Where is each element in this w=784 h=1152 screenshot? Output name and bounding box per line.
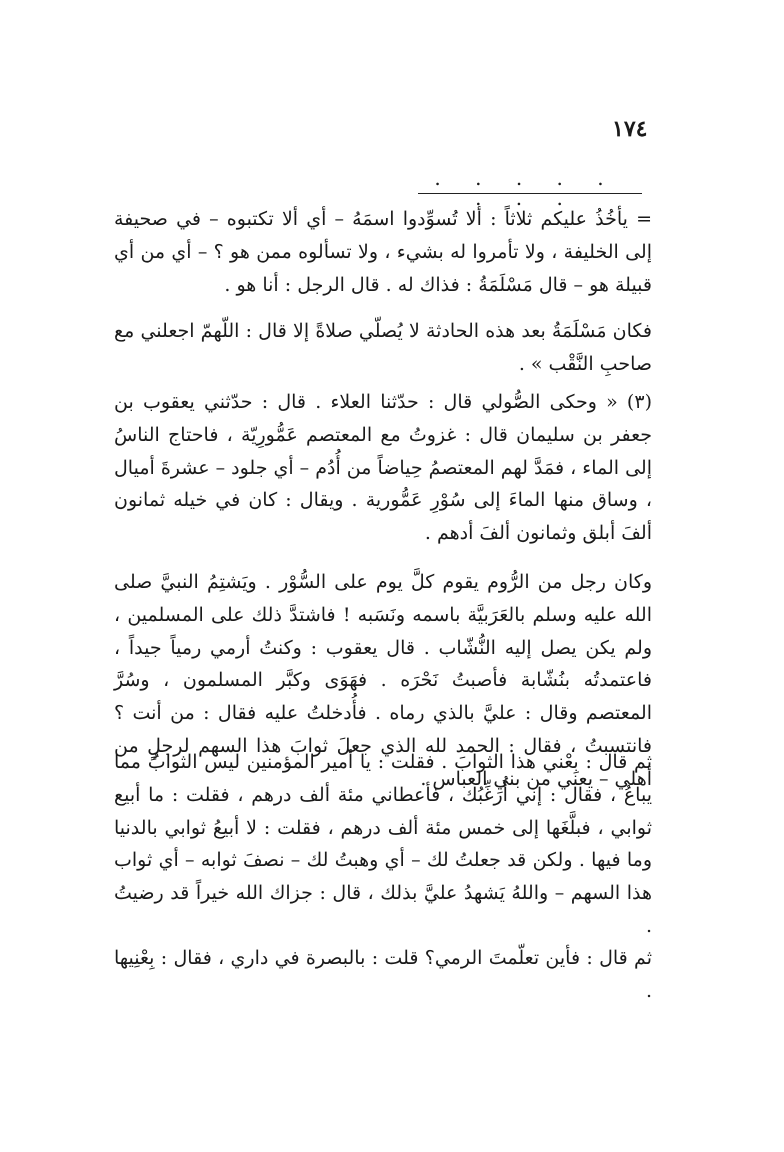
paragraph-6 [114, 942, 652, 1008]
paragraph-1 [114, 203, 652, 301]
paragraph-text: (٣) « وحكى الصُّولي قال : حدّثنا العلاء . قال : حدّثني يعقوب بن جعفر بن سليمان قال : غزوتُ مع المعتصم عَمُّورِيّة ، فاحتاج الناسُ إلى الماء ، فمَدَّ لهم المعتصمُ حِياضاً من أُدُم – أي جلود – عشرةَ أميال ، وساق منها الماءَ إلى سُوْرِ عَمُّورية . ويقال : كان في خيله ثمانون ألفَ أبلق وثمانون ألفَ أدهم . [114, 391, 652, 545]
paragraph-3 [114, 386, 652, 550]
paragraph-text: ثم قال : بِعْني هذا الثوابَ . فقلت : يا أمير المؤمنين ليس الثوابُ مما يباعُ ، فقال : إني أُرَغِّبُك ، فأعطاني مئة ألف درهم ، فقلت : ما أبيع ثوابي ، فبلَّغَها إلى خمس مئة ألف درهم ، فقلت : لا أبيعُ ثوابي بالدنيا وما فيها . ولكن قد جعلتُ لك – أي وهبتُ لك – نصفَ ثوابه – أي ثواب هذا السهم – واللهُ يَشهدُ عليَّ بذلك ، قال : جزاك الله خيراً قد رضيتُ . [114, 751, 652, 937]
paragraph-text: فكان مَسْلَمَةُ بعد هذه الحادثة لا يُصلّي صلاةً إلا قال : اللّهمّ اجعلني مع صاحبِ النَّقْب » . [114, 320, 652, 375]
paragraph-text: وكان رجل من الرُّوم يقوم كلَّ يوم على السُّوْر . ويَشتِمُ النبيَّ صلى الله عليه وسلم بالعَرَبيَّة باسمه ونَسَبه ! فاشتدَّ ذلك على المسلمين ، ولم يكن يصل إليه النُّشّاب . قال يعقوب : وكنتُ أرمي رمياً جيداً ، فاعتمدتُه بنُشّابة فأصبتُ نَحْرَه . فهَوَى وكبَّر المسلمون ، وسُرَّ المعتصم وقال : عليَّ بالذي رماه . فأُدخلتُ عليه فقال : من أنت ؟ فانتسبتُ ، فقال : الحمد لله الذي جعلَ ثوابَ هذا السهم لرجلٍ من أهلي – يعني من بني العباس . [114, 571, 652, 790]
footnote-separator-dots: . . . . . . . . [434, 166, 618, 210]
paragraph-text: ثم قال : فأين تعلّمتَ الرمي؟ قلت : بالبصرة في داري ، فقال : بِعْنِيها . [114, 947, 652, 1002]
page-number: ١٧٤ [612, 116, 648, 142]
paragraph-5 [114, 746, 652, 943]
footnote-rule [418, 193, 642, 194]
paragraph-text: = يأخُذُ عليكم ثلاثاً : ألا تُسوِّدوا اسمَهُ – أي ألا تكتبوه – في صحيفة إلى الخليفة ، ولا تأمروا له بشيء ، ولا تسألوه ممن هو ؟ – أي من أي قبيلة هو – قال مَسْلَمَةُ : فذاك له . قال الرجل : أنا هو . [114, 208, 652, 296]
paragraph-2 [114, 315, 652, 381]
